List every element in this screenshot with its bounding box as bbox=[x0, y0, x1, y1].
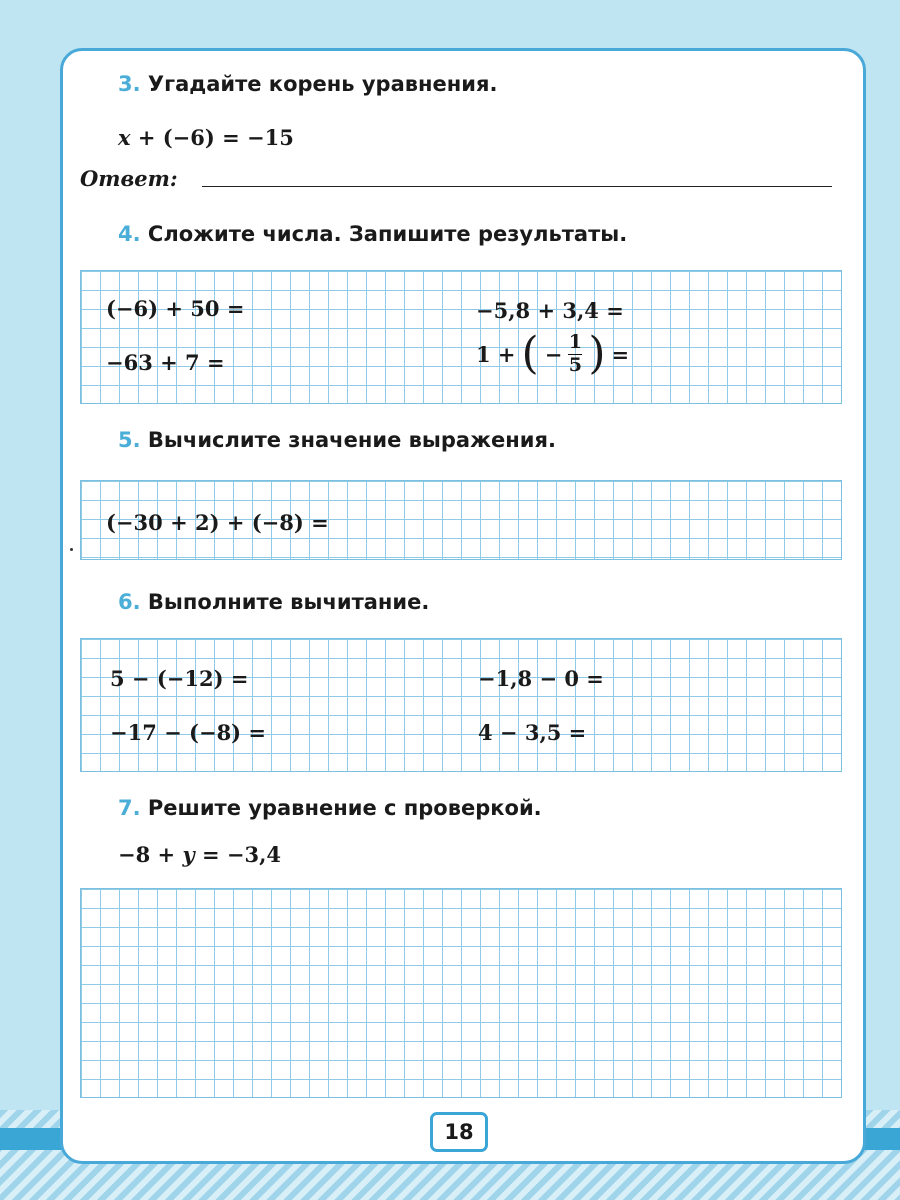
fraction-sign: − bbox=[544, 341, 563, 367]
fraction-prefix: 1 + bbox=[476, 341, 516, 367]
equation-variable: x bbox=[118, 125, 131, 150]
task-3-title bbox=[118, 72, 497, 96]
left-paren: ( bbox=[521, 328, 539, 380]
fraction-suffix: = bbox=[611, 341, 630, 367]
equation-rest: = −3,4 bbox=[194, 842, 281, 867]
task-4-text: Сложите числа. Запишите результаты. bbox=[147, 222, 628, 246]
task-5-text: Вычислите значение выражения. bbox=[147, 428, 556, 452]
task-6-item: −17 − (−8) = bbox=[110, 720, 267, 745]
task-3-number: 3. bbox=[118, 72, 141, 96]
task-5-number: 5. bbox=[118, 428, 141, 452]
task-6-grid[interactable] bbox=[80, 638, 842, 772]
task-6-number: 6. bbox=[118, 590, 141, 614]
task-6-item: −1,8 − 0 = bbox=[478, 666, 604, 691]
fraction-denominator: 5 bbox=[568, 353, 582, 376]
task-4-item: −5,8 + 3,4 = bbox=[476, 298, 624, 323]
page-number: 18 bbox=[430, 1112, 488, 1152]
task-3-equation bbox=[118, 125, 294, 150]
task-7-grid[interactable] bbox=[80, 888, 842, 1098]
task-7-title bbox=[118, 796, 542, 820]
task-4-number: 4. bbox=[118, 222, 141, 246]
task-6-title bbox=[118, 590, 429, 614]
task-5-title bbox=[118, 428, 556, 452]
task-6-item: 4 − 3,5 = bbox=[478, 720, 587, 745]
task-7-text: Решите уравнение с проверкой. bbox=[147, 796, 542, 820]
task-4-grid[interactable] bbox=[80, 270, 842, 404]
answer-line[interactable] bbox=[202, 186, 832, 187]
right-paren: ) bbox=[588, 328, 606, 380]
equation-rest: + (−6) = −15 bbox=[130, 125, 294, 150]
task-5-expression: (−30 + 2) + (−8) = bbox=[106, 510, 329, 535]
equation-lead: −8 + bbox=[118, 842, 183, 867]
fraction bbox=[568, 332, 582, 377]
task-4-title bbox=[118, 222, 627, 246]
fraction-numerator: 1 bbox=[568, 331, 582, 353]
task-7-number: 7. bbox=[118, 796, 141, 820]
task-3-text: Угадайте корень уравнения. bbox=[147, 72, 498, 96]
answer-label: Ответ: bbox=[80, 166, 178, 191]
task-4-item: −63 + 7 = bbox=[106, 350, 225, 375]
task-6-text: Выполните вычитание. bbox=[147, 590, 430, 614]
task-6-item: 5 − (−12) = bbox=[110, 666, 249, 691]
task-7-equation bbox=[118, 842, 281, 867]
margin-dot bbox=[70, 548, 73, 551]
task-4-item: (−6) + 50 = bbox=[106, 296, 245, 321]
equation-variable: y bbox=[182, 842, 195, 867]
task-4-fraction-item bbox=[476, 328, 630, 380]
